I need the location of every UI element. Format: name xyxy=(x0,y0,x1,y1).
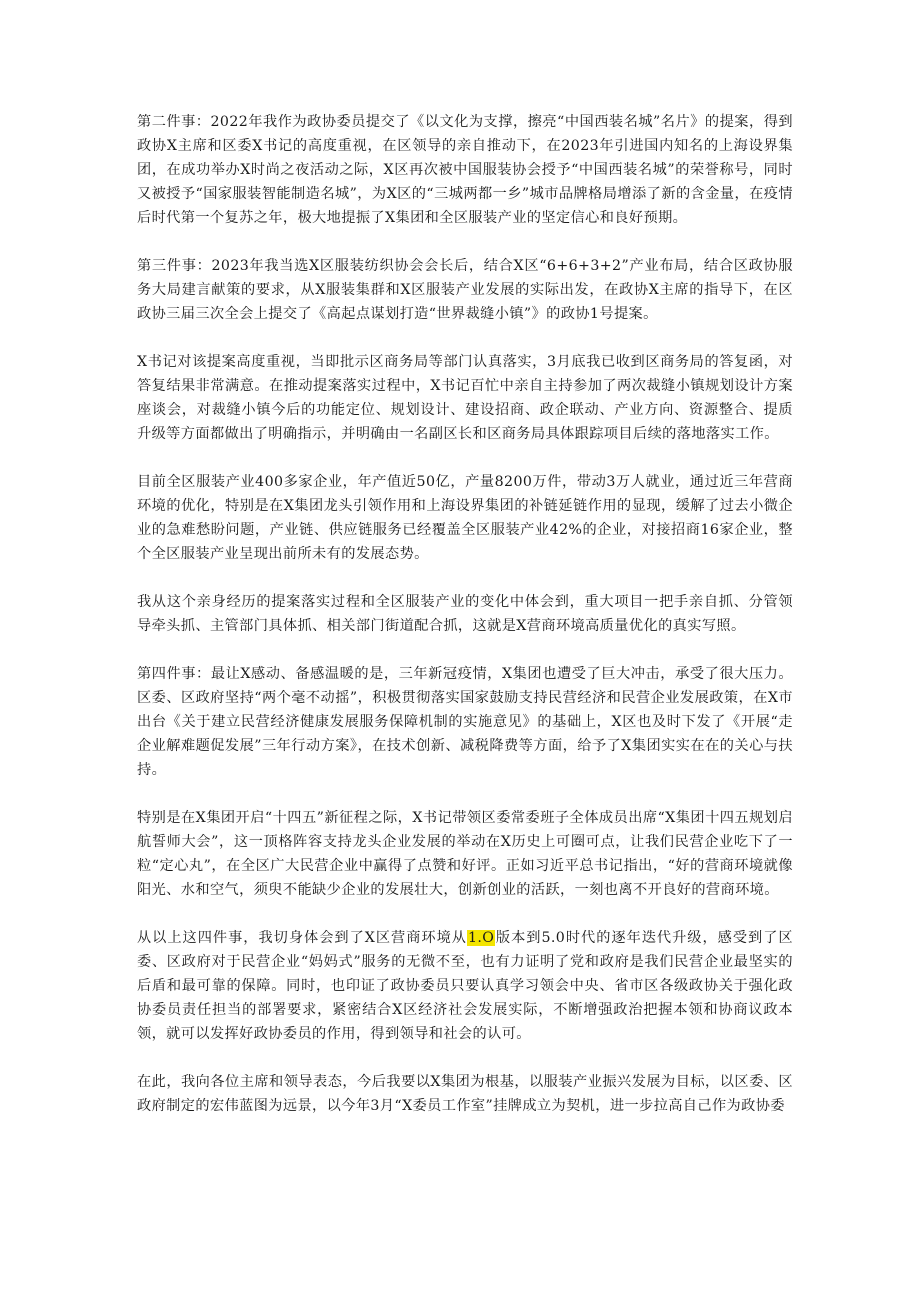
paragraph-fourteenth-plan: 特别是在X集团开启“十四五”新征程之际，X书记带领区委常委班子全体成员出席“X集团十四五规划启航誓师大会”，这一顶格阵容支持龙头企业发展的举动在X历史上可圈可点，让我们民营企业吃下了一粒“定心丸”，在全区广大民营企业中赢得了点赞和好评。正如习近平总书记指出，“好的营商环境就像阳光、水和空气，须臾不能缺少企业的发展壮大，创新创业的活跃，一刻也离不开良好的营商环境。 xyxy=(137,810,793,898)
paragraph-experience: 我从这个亲身经历的提案落实过程和全区服装产业的变化中体会到，重大项目一把手亲自抓、分管领导牵头抓、主管部门具体抓、相关部门街道配合抓，这就是X营商环境高质量优化的真实写照。 xyxy=(137,594,793,634)
highlighted-version-text: 1.O xyxy=(467,930,495,946)
paragraph-fourth-matter: 第四件事：最让X感动、备感温暖的是，三年新冠疫情，X集团也遭受了巨大冲击，承受了很大压力。区委、区政府坚持“两个毫不动摇”，积极贯彻落实国家鼓励支持民营经济和民营企业发展政策，在X市出台《关于建立民营经济健康发展服务保障机制的实施意见》的基础上，X区也及时下发了《开展“走企业解难题促发展”三年行动方案》，在技术创新、减税降费等方面，给予了X集团实实在在的关心与扶持。 xyxy=(137,666,793,778)
paragraph-summary xyxy=(137,926,793,1046)
paragraph-second-matter: 第二件事：2022年我作为政协委员提交了《以文化为支撑，擦亮“中国西装名城”名片》的提案，得到政协X主席和区委X书记的高度重视，在区领导的亲自推动下，在2023年引进国内知名的上海设界集团，在成功举办X时尚之夜活动之际，X区再次被中国服装协会授予“中国西装名城”的荣誉称号，同时又被授予“国家服装智能制造名城”，为X区的“三城两都一乡”城市品牌格局增添了新的含金量，在疫情后时代第一个复苏之年，极大地提振了X集团和全区服装产业的坚定信心和良好预期。 xyxy=(137,114,793,226)
document-body xyxy=(137,110,793,1142)
paragraph-third-matter: 第三件事：2023年我当选X区服装纺织协会会长后，结合X区“6+6+3+2”产业布局，结合区政协服务大局建言献策的要求，从X服装集群和X区服装产业发展的实际出发，在政协X主席的指导下，在区政协三届三次全会上提交了《高起点谋划打造“世界裁缝小镇”》的政协1号提案。 xyxy=(137,258,793,322)
summary-text-end: 版本到5.0时代的逐年迭代升级，感受到了区委、区政府对于民营企业“妈妈式”服务的无微不至，也有力证明了党和政府是我们民营企业最坚实的后盾和最可靠的保障。同时，也印证了政协委员只要认真学习领会中央、省市区各级政协关于强化政协委员责任担当的部署要求，紧密结合X区经济社会发展实际，不断增强政治把握本领和协商议政本领，就可以发挥好政协委员的作用，得到领导和社会的认可。 xyxy=(137,930,793,1042)
paragraph-secretary-response: X书记对该提案高度重视，当即批示区商务局等部门认真落实，3月底我已收到区商务局的答复函，对答复结果非常满意。在推动提案落实过程中，X书记百忙中亲自主持参加了两次裁缝小镇规划设计方案座谈会，对裁缝小镇今后的功能定位、规划设计、建设招商、政企联动、产业方向、资源整合、提质升级等方面都做出了明确指示，并明确由一名副区长和区商务局具体跟踪项目后续的落地落实工作。 xyxy=(137,354,793,442)
paragraph-industry-status: 目前全区服装产业400多家企业，年产值近50亿，产量8200万件，带动3万人就业，通过近三年营商环境的优化，特别是在X集团龙头引领作用和上海设界集团的补链延链作用的显现，缓解了过去小微企业的急难愁盼问题，产业链、供应链服务已经覆盖全区服装产业42%的企业，对接招商16家企业，整个全区服装产业呈现出前所未有的发展态势。 xyxy=(137,474,793,562)
paragraph-pledge: 在此，我向各位主席和领导表态，今后我要以X集团为根基，以服装产业振兴发展为目标，以区委、区政府制定的宏伟蓝图为远景，以今年3月“X委员工作室”挂牌成立为契机，进一步拉高自己作为政协委 xyxy=(137,1074,793,1114)
summary-text-start: 从以上这四件事，我切身体会到了X区营商环境从 xyxy=(137,930,467,946)
